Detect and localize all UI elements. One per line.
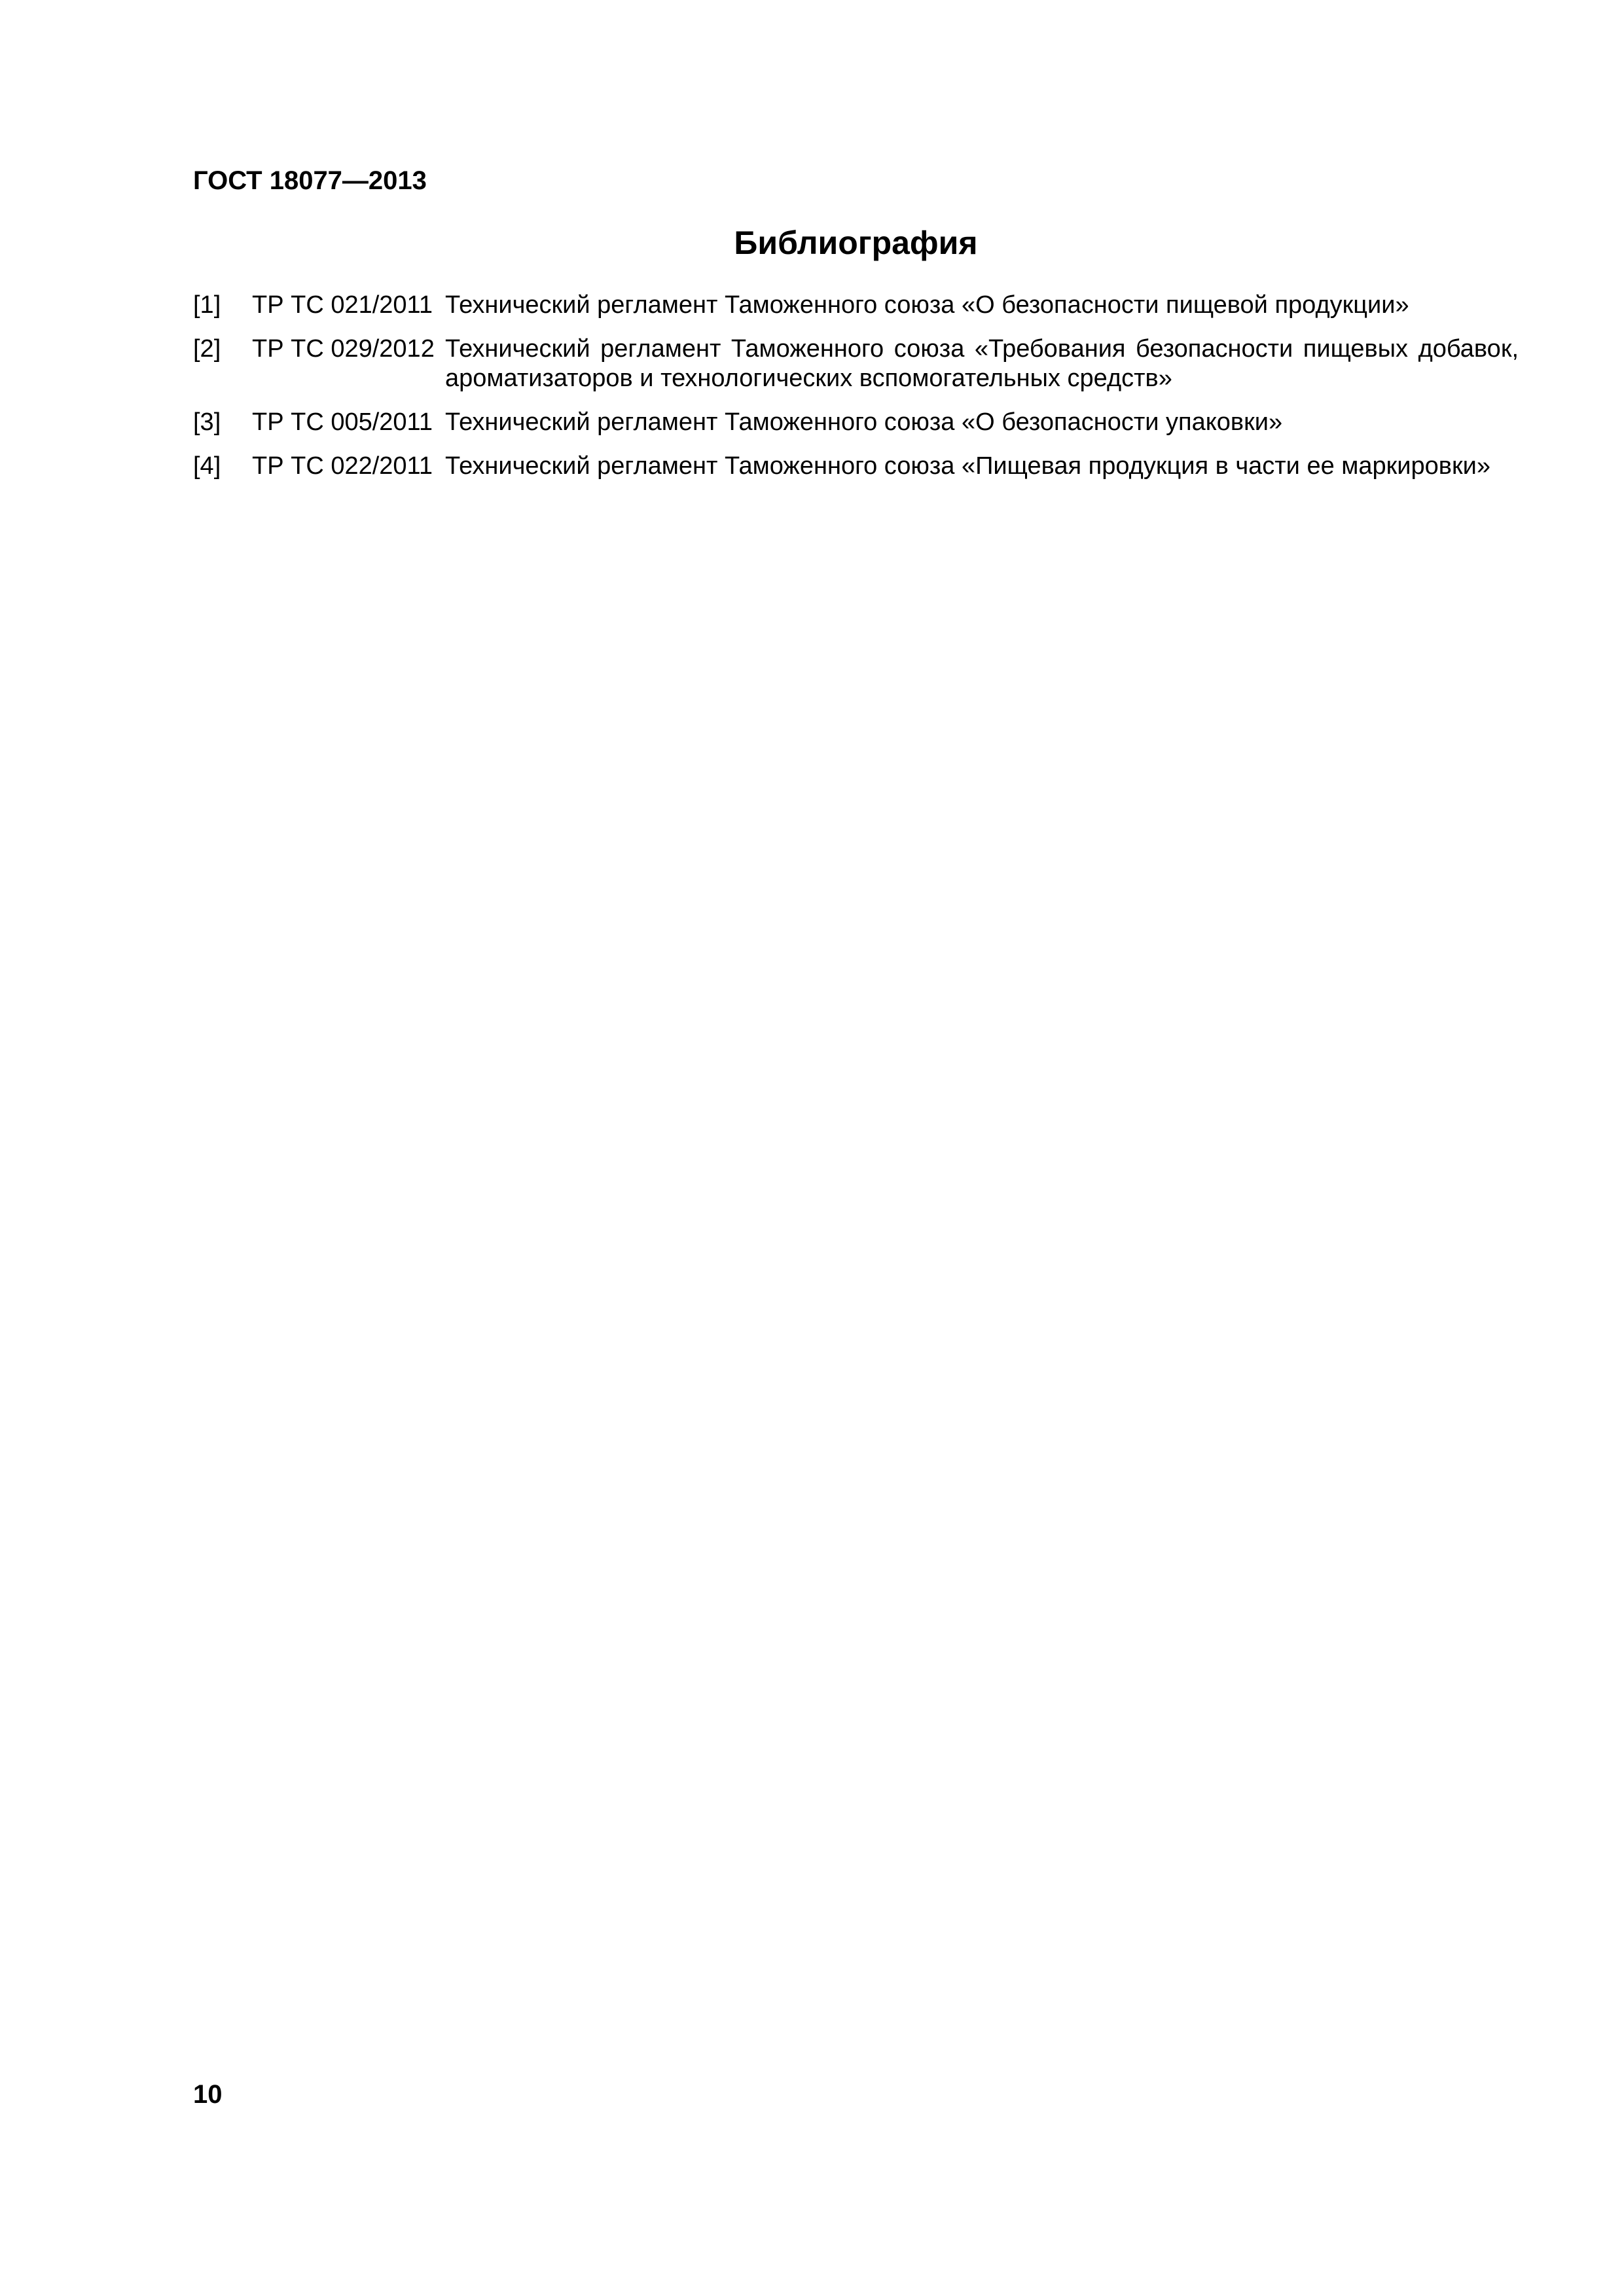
entry-number: [4] — [193, 452, 221, 480]
entry-code: ТР ТС 029/2012 — [252, 335, 435, 363]
bibliography-entry — [193, 452, 1519, 481]
page-number: 10 — [193, 2080, 223, 2109]
section-title: Библиография — [734, 224, 978, 261]
document-code: ГОСТ 18077—2013 — [193, 166, 427, 195]
bibliography-list — [193, 291, 1519, 495]
bibliography-entry — [193, 334, 1519, 393]
entry-text: Технический регламент Таможенного союза «Требования безопасности пищевых добавок, ароматизаторов и технологических вспомогательных средств» — [445, 335, 1519, 392]
entry-code: ТР ТС 021/2011 — [252, 291, 433, 319]
entry-code: ТР ТС 005/2011 — [252, 408, 433, 436]
entry-text: Технический регламент Таможенного союза «Пищевая продукция в части ее маркировки» — [445, 452, 1490, 480]
entry-text: Технический регламент Таможенного союза «О безопасности упаковки» — [445, 408, 1283, 436]
entry-number: [1] — [193, 291, 221, 319]
entry-number: [3] — [193, 408, 221, 436]
entry-number: [2] — [193, 335, 221, 363]
bibliography-entry — [193, 408, 1519, 437]
entry-text: Технический регламент Таможенного союза «О безопасности пищевой продукции» — [445, 291, 1409, 319]
entry-code: ТР ТС 022/2011 — [252, 452, 433, 480]
bibliography-entry — [193, 291, 1519, 320]
